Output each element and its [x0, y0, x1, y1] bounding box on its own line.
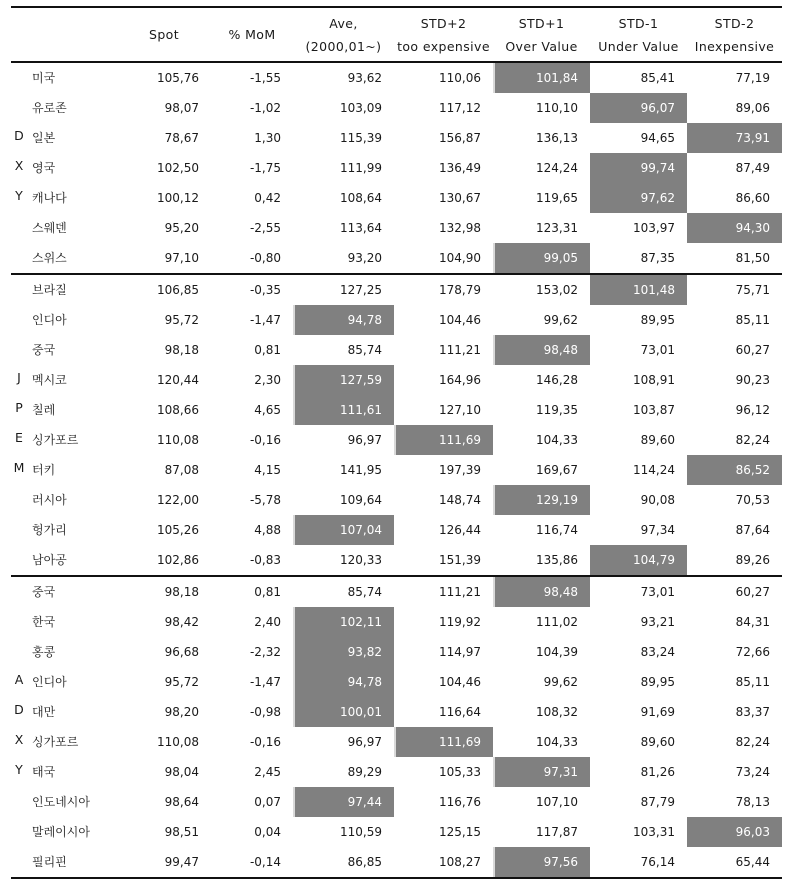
header-spot: [117, 6, 211, 62]
cell-std-plus-1: 116,74: [536, 523, 578, 537]
cell-spot: 98,42: [164, 615, 199, 629]
cell-mom: 2,45: [254, 765, 281, 779]
table-row: [11, 425, 782, 455]
cell-std-plus-2: 164,96: [439, 373, 481, 387]
cell-std-minus-1: 91,69: [640, 705, 675, 719]
cell-average: 110,59: [340, 825, 382, 839]
cell-std-minus-2: 87,49: [735, 161, 770, 175]
cell-average: 127,25: [340, 283, 382, 297]
cell-std-plus-2: 197,39: [439, 463, 481, 477]
table-row: [11, 637, 782, 667]
cell-std-plus-1: 108,32: [536, 705, 578, 719]
country-name: 영국: [32, 161, 56, 175]
group-letter: A: [14, 672, 24, 687]
cell-mom: -1,47: [249, 675, 281, 689]
cell-average: 108,64: [340, 191, 382, 205]
cell-std-plus-2: 117,12: [439, 101, 481, 115]
table-row: [11, 485, 782, 515]
country-name: 중국: [32, 585, 56, 599]
group-letter: [11, 817, 27, 847]
cell-std-plus-2: 104,46: [439, 675, 481, 689]
cell-std-minus-1: 76,14: [640, 855, 675, 869]
cell-std-plus-2: 111,21: [439, 343, 481, 357]
country-name: 캐나다: [32, 191, 67, 205]
cell-spot: 97,10: [164, 251, 199, 265]
cell-mom: -0,14: [249, 855, 281, 869]
cell-std-minus-1: 85,41: [640, 71, 675, 85]
cell-std-plus-2: 111,21: [439, 585, 481, 599]
group-letter: [11, 305, 27, 335]
country-name: 한국: [32, 615, 56, 629]
cell-spot: 98,51: [164, 825, 199, 839]
header-label: Spot: [148, 27, 180, 42]
cell-std-minus-2-highlighted: 96,03: [687, 817, 782, 847]
table-row: [11, 305, 782, 335]
group-letter: [11, 275, 27, 305]
table-row: [11, 667, 782, 697]
group-letter: [11, 515, 27, 545]
cell-std-plus-2: 110,06: [439, 71, 481, 85]
cell-std-plus-2-highlighted: 111,69: [394, 425, 493, 455]
table-row: [11, 63, 782, 93]
cell-average-highlighted: 107,04: [293, 515, 394, 545]
cell-mom: -1,75: [249, 161, 281, 175]
group-letter: [11, 637, 27, 667]
cell-std-minus-2: 87,64: [735, 523, 770, 537]
country-name: 인도네시아: [32, 795, 90, 809]
cell-std-minus-2: 89,06: [735, 101, 770, 115]
group-letter: J: [17, 370, 21, 385]
cell-std-minus-2: 84,31: [735, 615, 770, 629]
cell-std-plus-2: 136,49: [439, 161, 481, 175]
cell-std-plus-1-highlighted: 129,19: [493, 485, 590, 515]
cell-std-minus-2: 60,27: [735, 343, 770, 357]
table-row: [11, 243, 782, 273]
group-letter: D: [14, 702, 24, 717]
country-name: 러시아: [32, 493, 67, 507]
cell-std-minus-1: 103,97: [633, 221, 675, 235]
header-std-plus-2: [394, 6, 493, 62]
cell-average: 89,29: [347, 765, 382, 779]
table-row: [11, 847, 782, 877]
cell-mom: -5,78: [249, 493, 281, 507]
table-row: [11, 335, 782, 365]
cell-mom: 2,40: [254, 615, 281, 629]
cell-mom: -0,98: [249, 705, 281, 719]
cell-mom: -0,35: [249, 283, 281, 297]
cell-std-plus-1: 110,10: [536, 101, 578, 115]
group-letter: Y: [15, 762, 23, 777]
cell-spot: 102,50: [157, 161, 199, 175]
cell-std-minus-1: 93,21: [640, 615, 675, 629]
cell-std-minus-1: 103,87: [633, 403, 675, 417]
cell-std-minus-2-highlighted: 86,52: [687, 455, 782, 485]
cell-spot: 120,44: [157, 373, 199, 387]
table-row: [11, 545, 782, 575]
table-row: [11, 183, 782, 213]
cell-std-plus-1: 104,33: [536, 433, 578, 447]
cell-spot: 99,47: [164, 855, 199, 869]
cell-std-plus-2: 178,79: [439, 283, 481, 297]
cell-spot: 102,86: [157, 553, 199, 567]
cell-std-minus-1: 108,91: [633, 373, 675, 387]
country-name: 멕시코: [32, 373, 67, 387]
cell-average: 85,74: [347, 585, 382, 599]
header-label: STD-1: [618, 16, 659, 31]
cell-average: 113,64: [340, 221, 382, 235]
group-letter: [11, 545, 27, 575]
cell-spot: 108,66: [157, 403, 199, 417]
cell-average: 96,97: [347, 433, 382, 447]
cell-std-minus-2: 90,23: [735, 373, 770, 387]
cell-std-plus-1: 135,86: [536, 553, 578, 567]
header-label: STD-2: [714, 16, 755, 31]
cell-std-plus-2: 119,92: [439, 615, 481, 629]
cell-average: 96,97: [347, 735, 382, 749]
cell-average: 115,39: [340, 131, 382, 145]
cell-average-highlighted: 93,82: [293, 637, 394, 667]
group-letter: [11, 213, 27, 243]
cell-average: 120,33: [340, 553, 382, 567]
cell-average: 85,74: [347, 343, 382, 357]
group-letter: [11, 243, 27, 273]
cell-std-plus-1: 123,31: [536, 221, 578, 235]
cell-spot: 95,20: [164, 221, 199, 235]
table-row: [11, 577, 782, 607]
cell-mom: -2,55: [249, 221, 281, 235]
group-letter: X: [14, 732, 24, 747]
table-row: [11, 515, 782, 545]
cell-mom: -2,32: [249, 645, 281, 659]
group-letter: [11, 93, 27, 123]
country-name: 유로존: [32, 101, 67, 115]
cell-std-plus-2: 127,10: [439, 403, 481, 417]
cell-std-minus-1: 87,79: [640, 795, 675, 809]
cell-std-minus-2: 60,27: [735, 585, 770, 599]
cell-std-plus-1: 119,65: [536, 191, 578, 205]
country-name: 인디아: [32, 675, 67, 689]
header-label: STD+2: [420, 16, 467, 31]
cell-spot: 110,08: [157, 735, 199, 749]
country-name: 홍콩: [32, 645, 56, 659]
cell-std-minus-1: 73,01: [640, 343, 675, 357]
cell-std-minus-1: 89,60: [640, 433, 675, 447]
cell-std-minus-1-highlighted: 101,48: [590, 275, 687, 305]
country-name: 인디아: [32, 313, 67, 327]
header-sublabel: Under Value: [598, 39, 679, 54]
header-std-plus-1: [493, 6, 590, 62]
cell-std-plus-1: 107,10: [536, 795, 578, 809]
country-name: 대만: [32, 705, 56, 719]
cell-average-highlighted: 97,44: [293, 787, 394, 817]
cell-mom: 0,42: [254, 191, 281, 205]
cell-mom: -1,47: [249, 313, 281, 327]
cell-average: 109,64: [340, 493, 382, 507]
cell-mom: -0,16: [249, 735, 281, 749]
cell-std-minus-1: 94,65: [640, 131, 675, 145]
cell-std-plus-1-highlighted: 99,05: [493, 243, 590, 273]
cell-spot: 105,26: [157, 523, 199, 537]
cell-std-minus-1: 103,31: [633, 825, 675, 839]
group-letter: [11, 607, 27, 637]
cell-mom: 0,81: [254, 343, 281, 357]
country-name: 일본: [32, 131, 56, 145]
cell-std-minus-2: 85,11: [735, 313, 770, 327]
cell-std-plus-1: 104,39: [536, 645, 578, 659]
cell-std-plus-2: 116,64: [439, 705, 481, 719]
header-mom: [211, 6, 293, 62]
table-row: [11, 817, 782, 847]
table-row: [11, 787, 782, 817]
group-letter: [11, 787, 27, 817]
cell-spot: 105,76: [157, 71, 199, 85]
cell-std-plus-2: 148,74: [439, 493, 481, 507]
group-letter: [11, 847, 27, 877]
cell-std-minus-1: 73,01: [640, 585, 675, 599]
cell-mom: 0,81: [254, 585, 281, 599]
country-name: 태국: [32, 765, 56, 779]
cell-average: 93,20: [347, 251, 382, 265]
cell-std-minus-2-highlighted: 73,91: [687, 123, 782, 153]
cell-mom: -0,16: [249, 433, 281, 447]
cell-std-plus-2: 125,15: [439, 825, 481, 839]
table-row: [11, 697, 782, 727]
header-sublabel: (2000,01~): [305, 39, 382, 54]
cell-std-plus-1-highlighted: 98,48: [493, 577, 590, 607]
cell-average: 103,09: [340, 101, 382, 115]
table-row: [11, 365, 782, 395]
cell-spot: 122,00: [157, 493, 199, 507]
country-name: 터키: [32, 463, 56, 477]
cell-average-highlighted: 111,61: [293, 395, 394, 425]
cell-std-minus-1: 83,24: [640, 645, 675, 659]
cell-std-plus-1-highlighted: 97,31: [493, 757, 590, 787]
cell-std-plus-1: 146,28: [536, 373, 578, 387]
country-name: 브라질: [32, 283, 67, 297]
cell-mom: 0,04: [254, 825, 281, 839]
cell-std-plus-1: 111,02: [536, 615, 578, 629]
cell-mom: -1,02: [249, 101, 281, 115]
cell-std-plus-1: 104,33: [536, 735, 578, 749]
country-name: 싱가포르: [32, 735, 79, 749]
table-row: [11, 93, 782, 123]
cell-std-minus-2: 82,24: [735, 433, 770, 447]
cell-std-minus-1: 97,34: [640, 523, 675, 537]
header-sublabel: Inexpensive: [694, 39, 775, 54]
cell-average: 111,99: [340, 161, 382, 175]
table-row: [11, 757, 782, 787]
group-letter: E: [15, 430, 23, 445]
cell-std-plus-1: 99,62: [543, 313, 578, 327]
cell-std-plus-1-highlighted: 98,48: [493, 335, 590, 365]
cell-average: 86,85: [347, 855, 382, 869]
cell-std-minus-1: 90,08: [640, 493, 675, 507]
cell-average-highlighted: 94,78: [293, 667, 394, 697]
cell-std-plus-2: 126,44: [439, 523, 481, 537]
cell-spot: 98,18: [164, 585, 199, 599]
cell-std-plus-2: 108,27: [439, 855, 481, 869]
country-name: 필리핀: [32, 855, 67, 869]
cell-std-plus-2: 104,90: [439, 251, 481, 265]
cell-std-plus-2-highlighted: 111,69: [394, 727, 493, 757]
cell-spot: 106,85: [157, 283, 199, 297]
cell-spot: 78,67: [164, 131, 199, 145]
header-std-minus-2: [687, 6, 782, 62]
cell-average-highlighted: 102,11: [293, 607, 394, 637]
cell-std-minus-2: 82,24: [735, 735, 770, 749]
cell-std-minus-1: 87,35: [640, 251, 675, 265]
cell-mom: -0,80: [249, 251, 281, 265]
cell-std-minus-2: 81,50: [735, 251, 770, 265]
group-letter: [11, 577, 27, 607]
cell-spot: 98,07: [164, 101, 199, 115]
cell-std-plus-2: 116,76: [439, 795, 481, 809]
cell-mom: -1,55: [249, 71, 281, 85]
cell-std-minus-1: 89,95: [640, 313, 675, 327]
cell-average-highlighted: 94,78: [293, 305, 394, 335]
header-label: STD+1: [518, 16, 565, 31]
group-letter: M: [13, 460, 25, 475]
header-average: [293, 6, 394, 62]
country-name: 중국: [32, 343, 56, 357]
cell-std-minus-2: 72,66: [735, 645, 770, 659]
cell-std-plus-1: 99,62: [543, 675, 578, 689]
group-letter: P: [15, 400, 23, 415]
cell-spot: 98,64: [164, 795, 199, 809]
cell-spot: 100,12: [157, 191, 199, 205]
cell-std-minus-1-highlighted: 96,07: [590, 93, 687, 123]
group-letter: X: [14, 158, 24, 173]
cell-std-plus-1-highlighted: 97,56: [493, 847, 590, 877]
cell-std-plus-2: 156,87: [439, 131, 481, 145]
table-row: [11, 607, 782, 637]
cell-std-minus-2: 85,11: [735, 675, 770, 689]
header-sublabel: Over Value: [505, 39, 578, 54]
cell-std-minus-2: 65,44: [735, 855, 770, 869]
table-row: [11, 275, 782, 305]
cell-mom: 4,88: [254, 523, 281, 537]
group-letter: Y: [15, 188, 23, 203]
group-letter: D: [14, 128, 24, 143]
cell-mom: 4,65: [254, 403, 281, 417]
cell-std-minus-1: 89,60: [640, 735, 675, 749]
cell-spot: 98,04: [164, 765, 199, 779]
cell-std-minus-2: 86,60: [735, 191, 770, 205]
cell-std-minus-2: 70,53: [735, 493, 770, 507]
table-row: [11, 153, 782, 183]
cell-std-plus-1: 119,35: [536, 403, 578, 417]
cell-spot: 96,68: [164, 645, 199, 659]
group-letter: [11, 63, 27, 93]
cell-std-minus-1: 81,26: [640, 765, 675, 779]
cell-mom: 4,15: [254, 463, 281, 477]
cell-spot: 98,20: [164, 705, 199, 719]
cell-std-minus-2-highlighted: 94,30: [687, 213, 782, 243]
cell-std-plus-2: 104,46: [439, 313, 481, 327]
cell-std-minus-2: 89,26: [735, 553, 770, 567]
header-std-minus-1: [590, 6, 687, 62]
header-label: % MoM: [228, 27, 276, 42]
cell-spot: 87,08: [164, 463, 199, 477]
cell-std-minus-2: 83,37: [735, 705, 770, 719]
cell-spot: 98,18: [164, 343, 199, 357]
group-rule: [11, 877, 782, 879]
cell-std-minus-2: 73,24: [735, 765, 770, 779]
cell-spot: 110,08: [157, 433, 199, 447]
cell-std-plus-1: 136,13: [536, 131, 578, 145]
country-name: 싱가포르: [32, 433, 79, 447]
country-name: 칠레: [32, 403, 56, 417]
cell-spot: 95,72: [164, 675, 199, 689]
cell-std-minus-1-highlighted: 97,62: [590, 183, 687, 213]
table-row: [11, 727, 782, 757]
cell-std-plus-1: 169,67: [536, 463, 578, 477]
cell-mom: 2,30: [254, 373, 281, 387]
group-letter: [11, 485, 27, 515]
cell-mom: 1,30: [254, 131, 281, 145]
cell-std-minus-2: 96,12: [735, 403, 770, 417]
cell-std-minus-1: 114,24: [633, 463, 675, 477]
group-letter: [11, 335, 27, 365]
header-sublabel: too expensive: [397, 39, 490, 54]
cell-std-minus-1: 89,95: [640, 675, 675, 689]
cell-average: 141,95: [340, 463, 382, 477]
cell-std-plus-1-highlighted: 101,84: [493, 63, 590, 93]
country-name: 스위스: [32, 251, 67, 265]
table-row: [11, 395, 782, 425]
cell-std-minus-2: 77,19: [735, 71, 770, 85]
cell-std-plus-1: 117,87: [536, 825, 578, 839]
country-name: 말레이시아: [32, 825, 90, 839]
cell-std-plus-2: 114,97: [439, 645, 481, 659]
cell-std-minus-1-highlighted: 104,79: [590, 545, 687, 575]
cell-std-plus-1: 153,02: [536, 283, 578, 297]
cell-spot: 95,72: [164, 313, 199, 327]
cell-std-plus-2: 151,39: [439, 553, 481, 567]
cell-std-plus-1: 124,24: [536, 161, 578, 175]
cell-mom: 0,07: [254, 795, 281, 809]
table-row: [11, 213, 782, 243]
cell-std-minus-2: 78,13: [735, 795, 770, 809]
cell-average-highlighted: 127,59: [293, 365, 394, 395]
cell-average-highlighted: 100,01: [293, 697, 394, 727]
cell-std-plus-2: 105,33: [439, 765, 481, 779]
country-name: 스웨덴: [32, 221, 67, 235]
cell-std-plus-2: 130,67: [439, 191, 481, 205]
header-label: Ave,: [329, 16, 358, 31]
country-name: 남아공: [32, 553, 67, 567]
cell-average: 93,62: [347, 71, 382, 85]
cell-mom: -0,83: [249, 553, 281, 567]
cell-std-minus-1-highlighted: 99,74: [590, 153, 687, 183]
cell-std-plus-2: 132,98: [439, 221, 481, 235]
table-row: [11, 455, 782, 485]
cell-std-minus-2: 75,71: [735, 283, 770, 297]
table-row: [11, 123, 782, 153]
country-name: 미국: [32, 71, 56, 85]
country-name: 헝가리: [32, 523, 67, 537]
